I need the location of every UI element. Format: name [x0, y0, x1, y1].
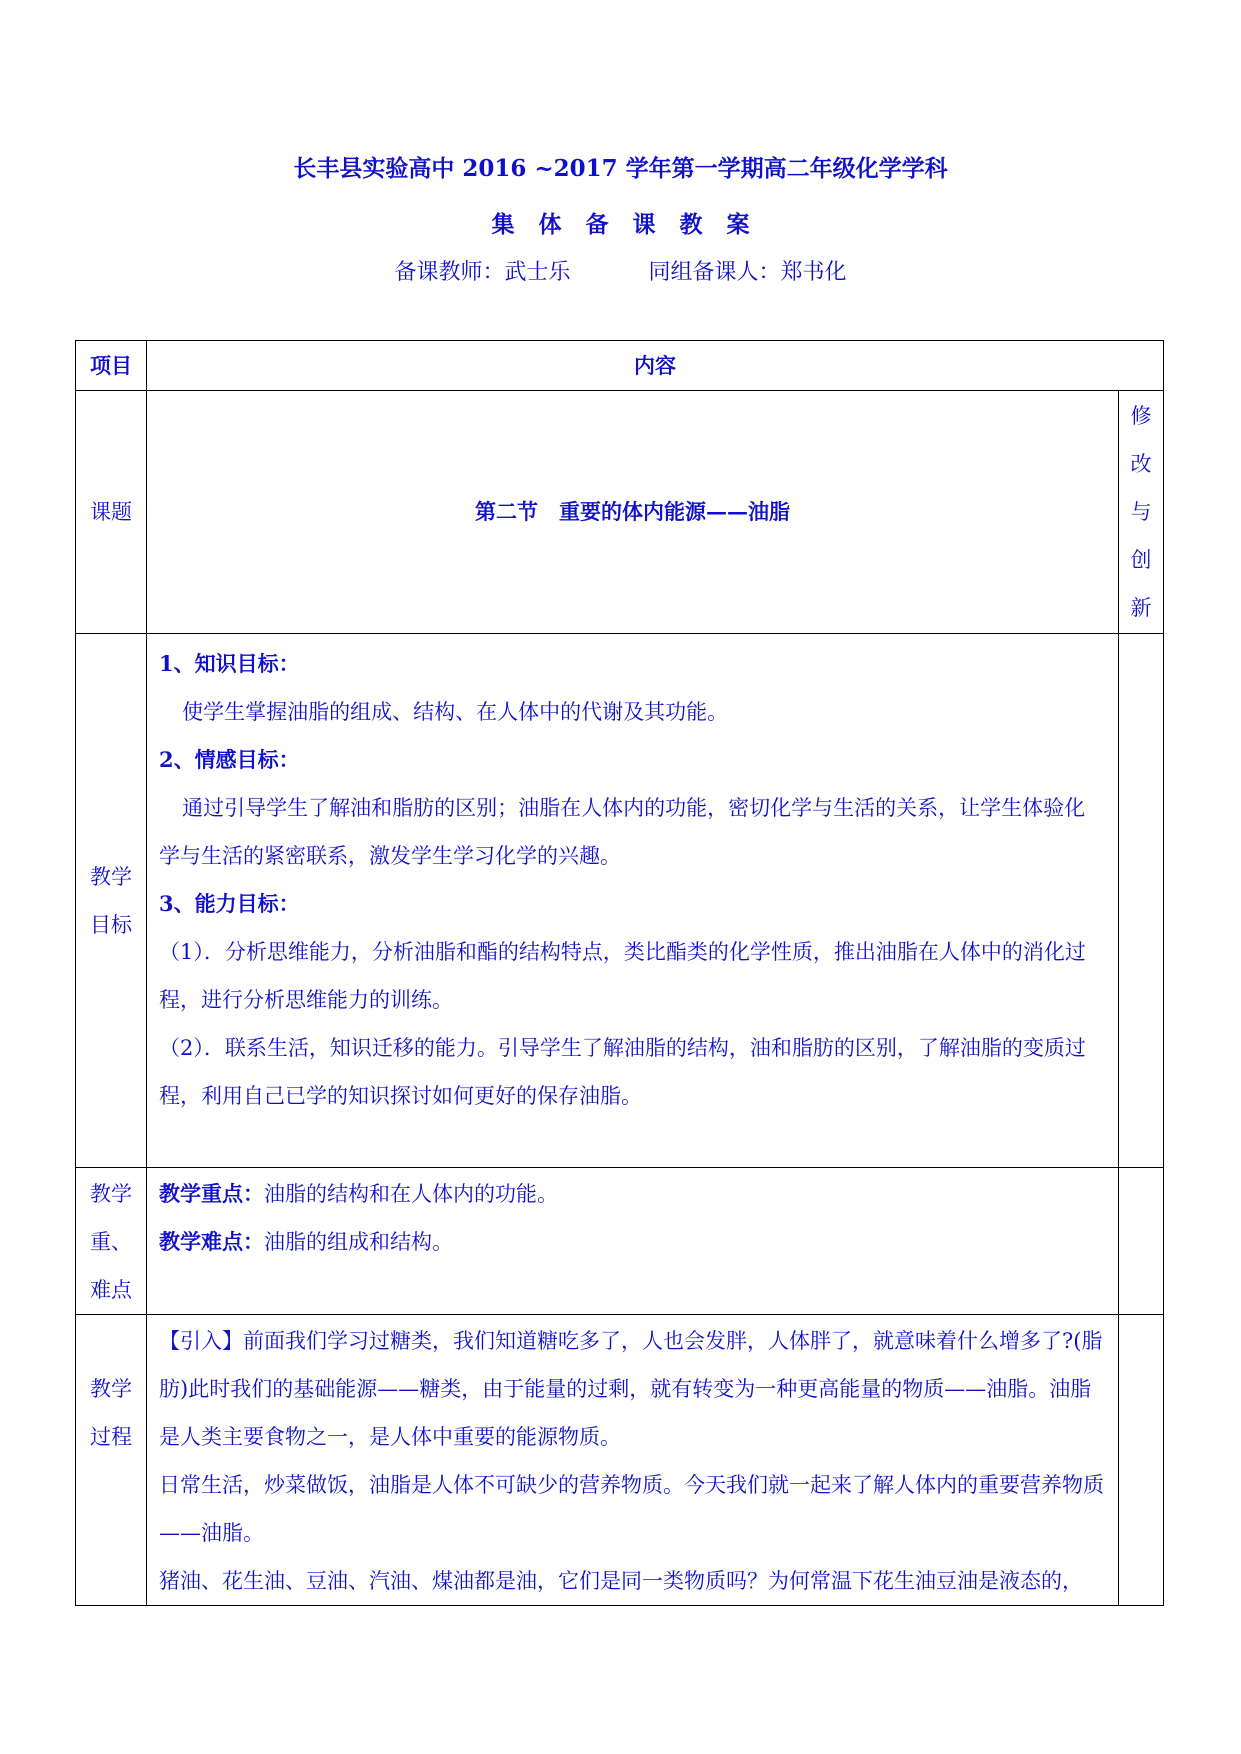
- ability-goal-1: （1）．分析思维能力，分析油脂和酯的结构特点，类比酯类的化学性质，推出油脂在人体中的消化过程，进行分析思维能力的训练。: [159, 940, 1086, 1012]
- key-point-label: 教学重点：: [159, 1181, 264, 1206]
- document-title: 长丰县实验高中 2016 ~2017 学年第一学期高二年级化学学科: [293, 155, 948, 182]
- topic-label: 课题: [76, 391, 147, 634]
- header-item: 项目: [76, 341, 147, 391]
- key-points-row: [76, 1168, 1164, 1315]
- process-label: 教学 过程: [76, 1315, 147, 1606]
- document-subtitle: 集体备课教案: [491, 211, 774, 238]
- revision-cell: [1119, 1315, 1164, 1606]
- lesson-plan-table: [75, 340, 1164, 1606]
- revision-column-label: 修 改 与 创 新: [1119, 391, 1164, 634]
- key-points-label: 教学 重、 难点: [76, 1168, 147, 1315]
- revision-cell: [1119, 634, 1164, 1168]
- topic-row: [76, 391, 1164, 634]
- goals-row: [76, 634, 1164, 1168]
- difficulty-text: 油脂的组成和结构。: [264, 1230, 453, 1254]
- emotion-goal-text: 通过引导学生了解油和脂肪的区别；油脂在人体内的功能，密切化学与生活的关系，让学生体验化学与生活的紧密联系，激发学生学习化学的兴趣。: [159, 796, 1086, 868]
- goals-content: [147, 634, 1119, 1168]
- key-point-text: 油脂的结构和在人体内的功能。: [264, 1182, 558, 1206]
- header-content: 内容: [147, 341, 1164, 391]
- process-content: [147, 1315, 1119, 1606]
- knowledge-goal-text: 使学生掌握油脂的组成、结构、在人体中的代谢及其功能。: [182, 700, 729, 724]
- ability-goal-heading: 3、能力目标：: [159, 891, 300, 916]
- author-line: [0, 255, 1241, 286]
- process-paragraph-2: 日常生活，炒菜做饭，油脂是人体不可缺少的营养物质。今天我们就一起来了解人体内的重要营养物质——油脂。: [159, 1473, 1104, 1545]
- intro-label: 【引入】: [159, 1329, 243, 1353]
- ability-goal-2: （2）．联系生活，知识迁移的能力。引导学生了解油脂的结构，油和脂肪的区别，了解油脂的变质过程，利用自己已学的知识探讨如何更好的保存油脂。: [159, 1036, 1086, 1108]
- knowledge-goal-heading: 1、知识目标：: [159, 651, 300, 676]
- revision-cell: [1119, 1168, 1164, 1315]
- topic-content: 第二节 重要的体内能源——油脂: [147, 391, 1119, 634]
- difficulty-label: 教学难点：: [159, 1229, 264, 1254]
- table-header-row: [76, 341, 1164, 391]
- process-row: [76, 1315, 1164, 1606]
- key-points-content: [147, 1168, 1119, 1315]
- process-paragraph-1: 前面我们学习过糖类，我们知道糖吃多了，人也会发胖，人体胖了，就意味着什么增多了?(脂肪)此时我们的基础能源——糖类，由于能量的过剩，就有转变为一种更高能量的物质——油脂。油脂是人类主要食物之一，是人体中重要的能源物质。: [159, 1329, 1103, 1449]
- process-paragraph-3: 猪油、花生油、豆油、汽油、煤油都是油，它们是同一类物质吗？为何常温下花生油豆油是液态的，: [159, 1569, 1083, 1593]
- group-label: 同组备课人：郑书化: [648, 260, 847, 285]
- emotion-goal-heading: 2、情感目标：: [159, 747, 300, 772]
- teacher-label: 备课教师：武士乐: [394, 260, 571, 285]
- goals-label: 教学 目标: [76, 634, 147, 1168]
